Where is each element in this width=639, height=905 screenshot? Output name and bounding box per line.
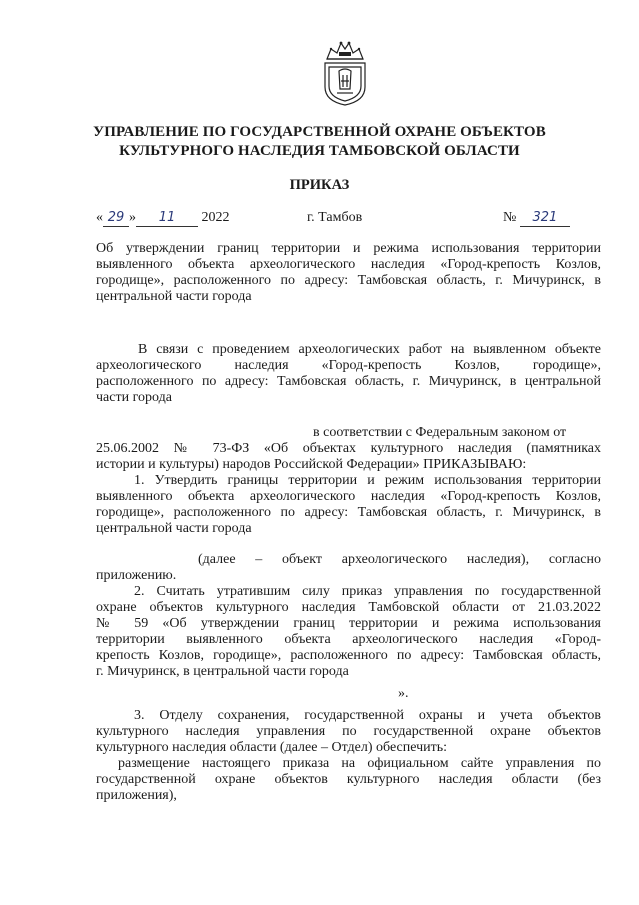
body-line: (далее – объект археологического наследия), согласно bbox=[198, 552, 601, 567]
quote-open: « bbox=[96, 210, 103, 225]
body-line: расположенного по адресу: Тамбовская область, г. Мичуринск, в центральной bbox=[96, 374, 601, 389]
body-line: 25.06.2002 № 73-ФЗ «Об объектах культурного наследия (памятниках bbox=[96, 441, 601, 456]
body-line: в соответствии с Федеральным законом от bbox=[313, 425, 567, 440]
body-line: государственной охране объектов культурного наследия области (без bbox=[96, 772, 601, 787]
body-line: части города bbox=[96, 390, 172, 405]
number-sign: № bbox=[503, 210, 517, 225]
order-body-part-4 bbox=[96, 686, 601, 702]
body-line: № 59 «Об утверждении границ территории и режима использования bbox=[96, 616, 601, 631]
body-line: приложению. bbox=[96, 568, 177, 583]
body-line: городище», расположенного по адресу: Тамбовская область, г. Мичуринск, в bbox=[96, 505, 601, 520]
subject-line: Об утверждении границ территории и режима использования территории bbox=[96, 241, 601, 256]
document-type-title: ПРИКАЗ bbox=[289, 177, 350, 193]
organization-title-line-1: УПРАВЛЕНИЕ ПО ГОСУДАРСТВЕННОЙ ОХРАНЕ ОБЪЕКТОВ bbox=[93, 124, 546, 140]
body-line: охране объектов культурного наследия Тамбовской области от 21.03.2022 bbox=[96, 600, 601, 615]
order-month: 11 bbox=[158, 210, 176, 225]
quote-close: » bbox=[129, 210, 136, 225]
subject-line: центральной части города bbox=[96, 289, 252, 304]
tambov-coat-of-arms-icon bbox=[317, 37, 373, 107]
body-line: культурного наследия области (далее – Отдел) обеспечить: bbox=[96, 740, 447, 755]
order-date bbox=[96, 210, 230, 227]
body-line: истории и культуры) народов Российской Федерации» ПРИКАЗЫВАЮ: bbox=[96, 457, 527, 472]
body-line: культурного наследия управления по государственной охране объектов bbox=[96, 724, 601, 739]
body-line: археологического наследия «Город-крепость Козлов, городище», bbox=[96, 358, 601, 373]
order-body-part-3 bbox=[96, 552, 601, 680]
body-line: выявленного объекта археологического наследия «Город-крепость Козлов, bbox=[96, 489, 601, 504]
order-year: 2022 bbox=[201, 210, 230, 225]
body-line: ». bbox=[398, 686, 409, 701]
body-line: приложения), bbox=[96, 788, 177, 803]
order-body-part-5 bbox=[96, 708, 601, 804]
organization-title-line-2: КУЛЬТУРНОГО НАСЛЕДИЯ ТАМБОВСКОЙ ОБЛАСТИ bbox=[119, 143, 520, 159]
order-day: 29 bbox=[107, 210, 125, 225]
body-line: размещение настоящего приказа на официальном сайте управления по bbox=[118, 756, 601, 771]
body-line: 3. Отделу сохранения, государственной охраны и учета объектов bbox=[134, 708, 601, 723]
subject-line: выявленного объекта археологического наследия «Город-крепость Козлов, bbox=[96, 257, 601, 272]
body-line: 2. Считать утратившим силу приказ управления по государственной bbox=[134, 584, 601, 599]
order-number-value: 321 bbox=[520, 210, 570, 227]
body-line: В связи с проведением археологических работ на выявленном объекте bbox=[138, 342, 601, 357]
order-number bbox=[503, 210, 570, 227]
subject-line: городище», расположенного по адресу: Тамбовская область, г. Мичуринск, в bbox=[96, 273, 601, 288]
order-body-part-2 bbox=[96, 425, 601, 537]
body-line: территории выявленного объекта археологического наследия «Город- bbox=[96, 632, 601, 647]
body-line: центральной части города bbox=[96, 521, 252, 536]
order-city: г. Тамбов bbox=[307, 210, 363, 225]
body-line: 1. Утвердить границы территории и режим использования территории bbox=[134, 473, 601, 488]
body-line: крепость Козлов, городище», расположенного по адресу: Тамбовская область, bbox=[96, 648, 601, 663]
body-line: г. Мичуринск, в центральной части города bbox=[96, 664, 349, 679]
order-body-part-1 bbox=[96, 342, 601, 406]
order-subject bbox=[96, 241, 601, 305]
